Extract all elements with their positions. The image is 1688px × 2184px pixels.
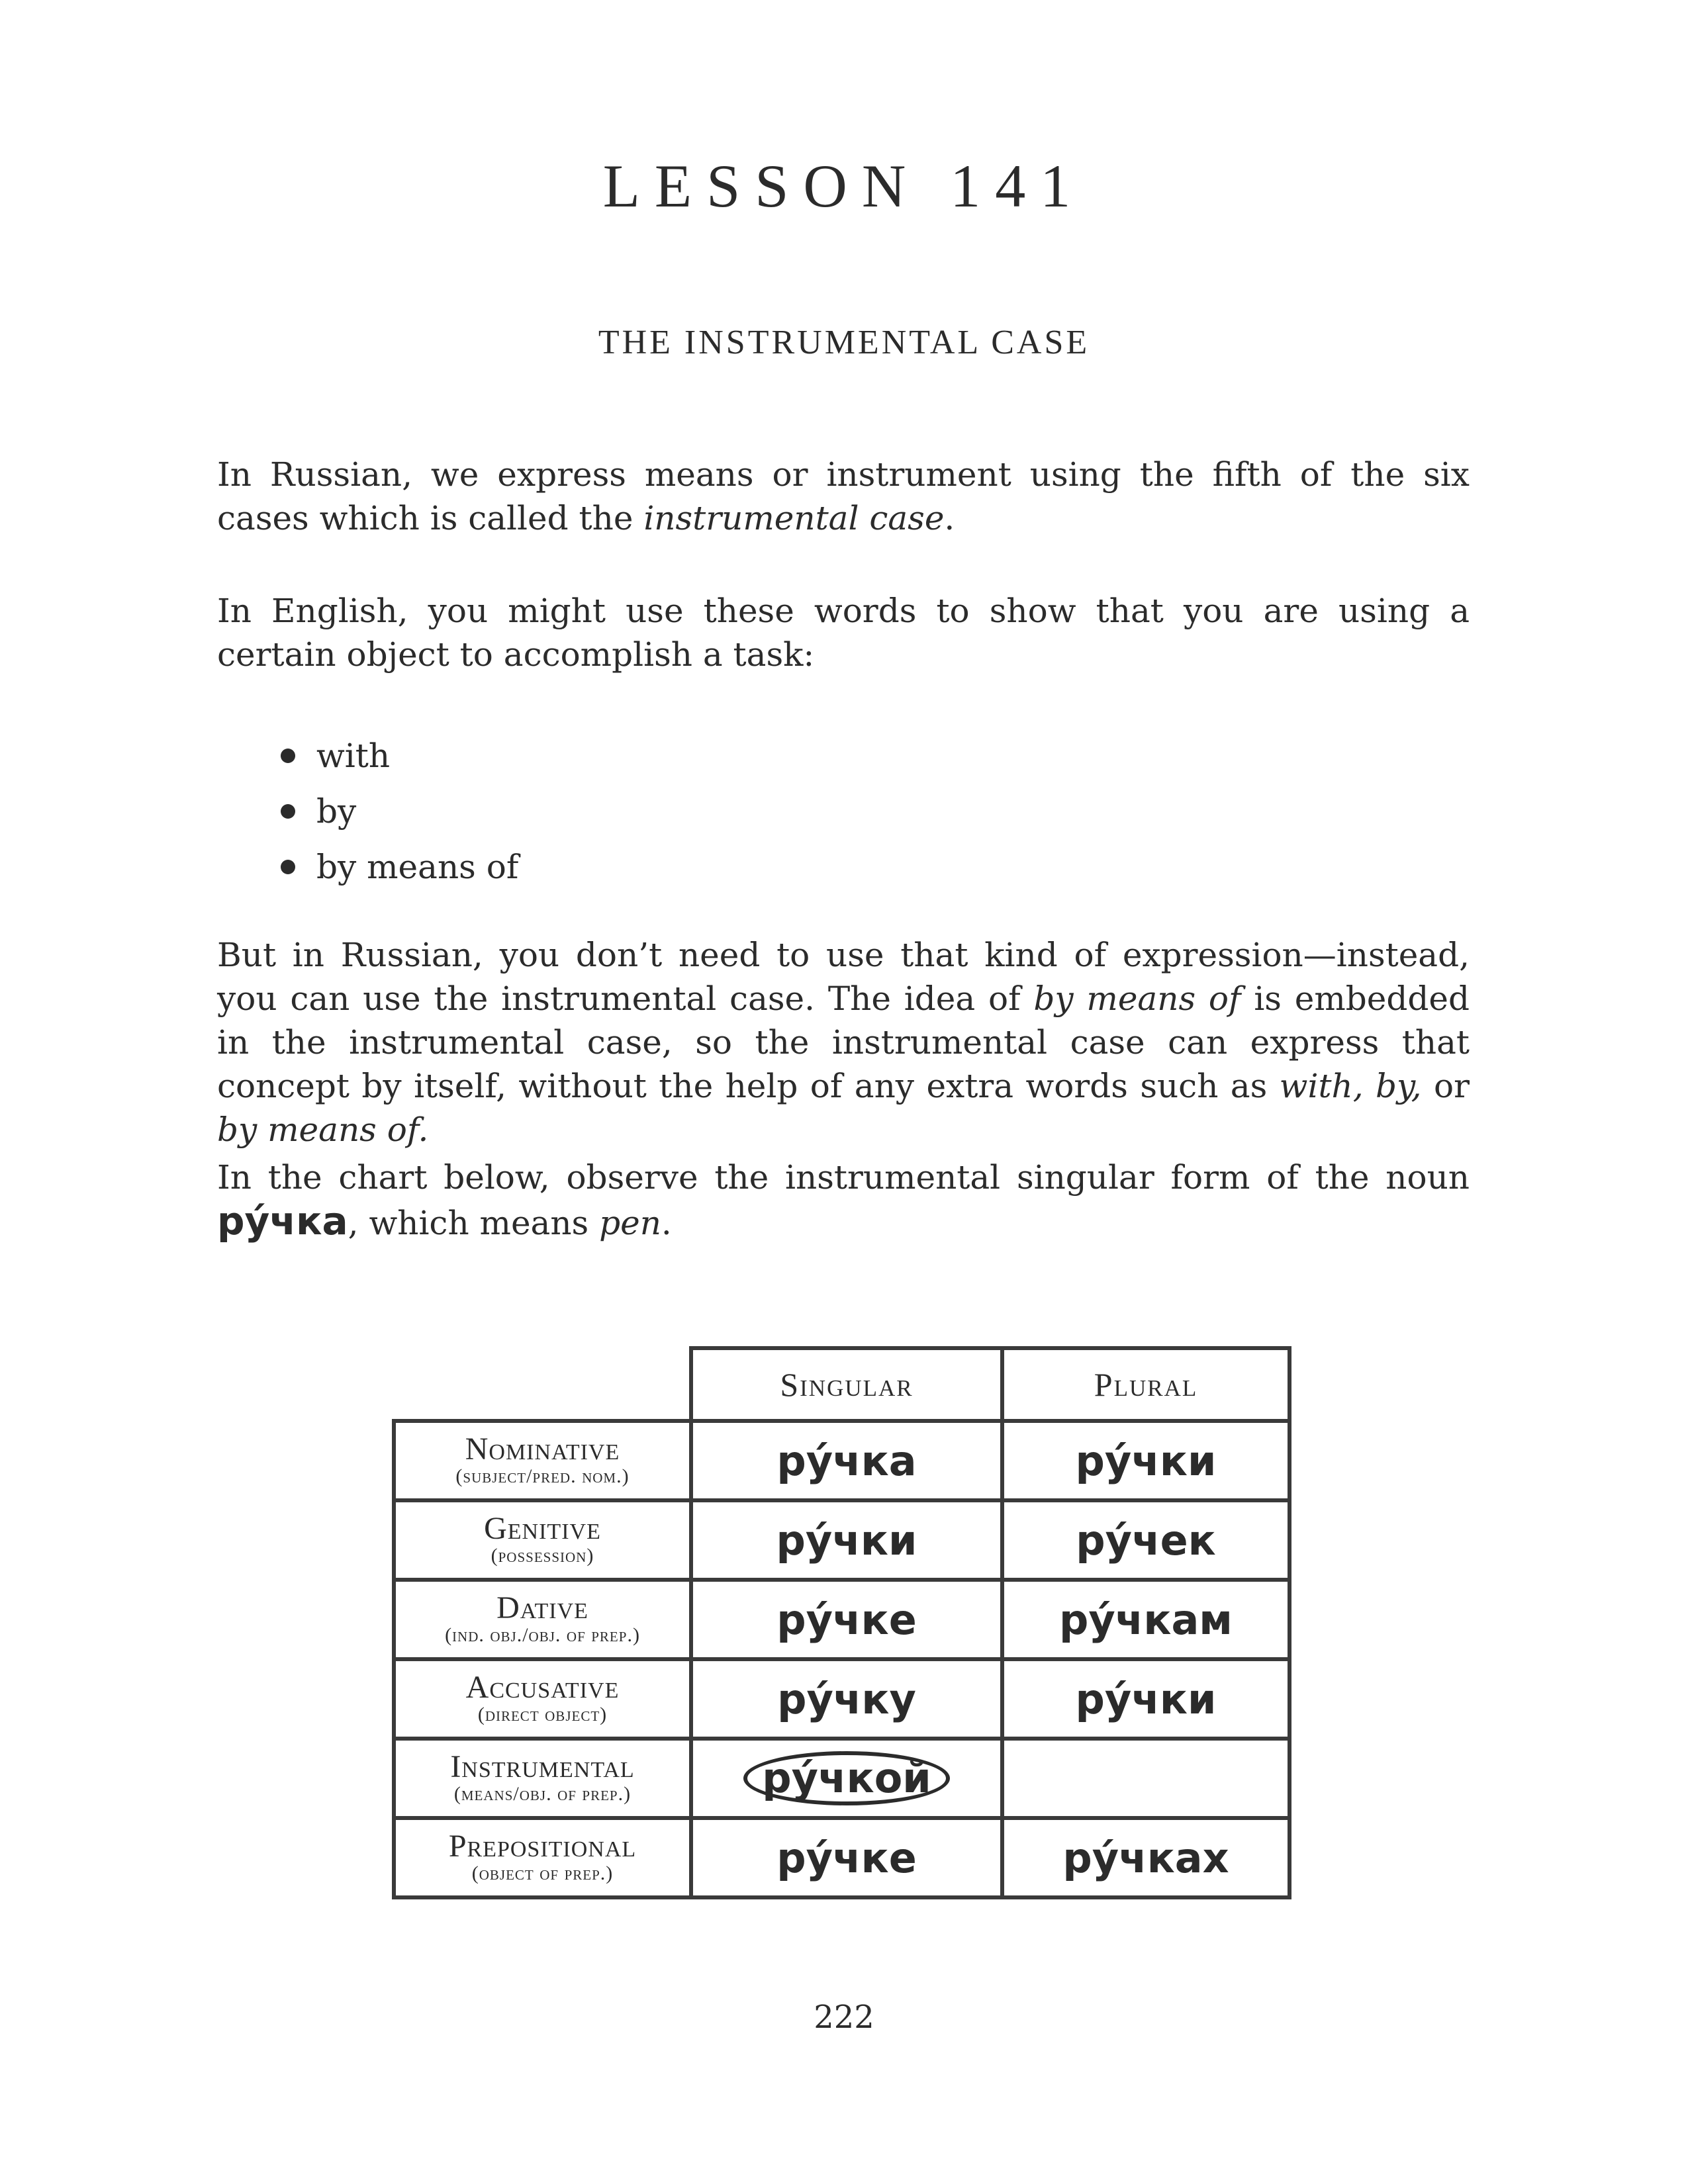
paragraph-chart-text-2: , which means	[348, 1204, 600, 1242]
singular-cell	[691, 1421, 1002, 1500]
singular-form: ру́чки	[776, 1516, 917, 1565]
plural-cell	[1002, 1818, 1289, 1897]
paragraph-russian	[217, 933, 1470, 1152]
table-corner-cell	[394, 1348, 691, 1421]
singular-cell-highlighted	[691, 1739, 1002, 1818]
paragraph-chart-text-1: In the chart below, observe the instrumental singular form of the noun	[217, 1158, 1470, 1197]
table-header-row	[394, 1348, 1289, 1421]
paragraph-english: In English, you might use these words to show that you are using a certain object to accomplish a task:	[217, 592, 1470, 674]
case-name: Dative	[496, 1590, 588, 1625]
table-row	[394, 1421, 1289, 1500]
paragraph-intro	[217, 453, 1470, 540]
plural-cell-empty	[1002, 1739, 1289, 1818]
singular-form: ру́чка	[776, 1436, 917, 1485]
bullet-text: by	[316, 792, 357, 831]
table-row	[394, 1818, 1289, 1897]
case-label-cell	[394, 1500, 691, 1580]
paragraph-russian-text-1: But in Russian, you don’t need to use that kind of expression—instead, you can use the instrumental case. The idea of	[217, 936, 1470, 1018]
singular-form: ру́чку	[777, 1674, 916, 1723]
plural-form: ру́чки	[1075, 1674, 1217, 1723]
plural-form: ру́чкам	[1059, 1595, 1233, 1644]
paragraph-intro-italic: instrumental case	[643, 499, 945, 537]
plural-form: ру́чках	[1062, 1833, 1229, 1882]
bullet-dot-icon	[281, 749, 295, 763]
singular-cell	[691, 1818, 1002, 1897]
case-label-cell	[394, 1659, 691, 1739]
lesson-subtitle: THE INSTRUMENTAL CASE	[598, 324, 1090, 361]
case-use: (means/obj. of prep.)	[453, 1783, 632, 1805]
list-item	[278, 728, 518, 784]
paragraph-russian-text-2: is embedded in the instrumental case, so the instrumental case can express that concept by itself, without the help of any extra words such as	[217, 979, 1470, 1105]
bullet-dot-icon	[281, 804, 295, 819]
case-use: (subject/pred. nom.)	[455, 1465, 630, 1487]
table-row	[394, 1739, 1289, 1818]
case-label-cell	[394, 1818, 691, 1897]
paragraph-chart-text-3: .	[661, 1204, 672, 1242]
case-name: Prepositional	[448, 1829, 637, 1864]
column-header-plural	[1002, 1348, 1289, 1421]
case-label-cell	[394, 1421, 691, 1500]
plural-cell	[1002, 1659, 1289, 1739]
singular-cell	[691, 1659, 1002, 1739]
plural-cell	[1002, 1500, 1289, 1580]
plural-cell	[1002, 1580, 1289, 1659]
plural-form: ру́чки	[1075, 1436, 1217, 1485]
page-number: 222	[814, 1999, 874, 2036]
column-header-singular-label: Singular	[780, 1366, 914, 1403]
lesson-title: LESSON 141	[602, 152, 1086, 220]
singular-cell	[691, 1580, 1002, 1659]
bullet-text: with	[316, 737, 391, 775]
paragraph-chart-intro	[217, 1156, 1470, 1245]
bullet-dot-icon	[281, 860, 295, 874]
circled-singular-form: ру́чкой	[743, 1751, 949, 1805]
column-header-singular	[691, 1348, 1002, 1421]
singular-cell	[691, 1500, 1002, 1580]
paragraph-russian-italic-2: with, by,	[1279, 1067, 1422, 1105]
case-label-cell	[394, 1739, 691, 1818]
paragraph-russian-italic-3: by means of.	[217, 1111, 429, 1149]
case-use: (direct object)	[477, 1704, 608, 1725]
case-use: (object of prep.)	[471, 1862, 614, 1884]
paragraph-russian-italic-1: by means of	[1033, 979, 1241, 1018]
case-use: (possession)	[491, 1545, 594, 1567]
declension-table	[392, 1346, 1291, 1899]
table-row	[394, 1659, 1289, 1739]
list-item	[278, 839, 518, 895]
case-label-cell	[394, 1580, 691, 1659]
case-name: Genitive	[484, 1511, 601, 1546]
paragraph-russian-text-3: or	[1421, 1067, 1470, 1105]
bullet-text: by means of	[316, 848, 519, 886]
case-name: Nominative	[465, 1432, 620, 1467]
paragraph-intro-text: In Russian, we express means or instrument using the fifth of the six cases which is called the	[217, 455, 1470, 537]
paragraph-chart-italic: pen	[599, 1204, 661, 1242]
case-name: Instrumental	[450, 1749, 635, 1784]
bullet-list	[278, 728, 518, 895]
column-header-plural-label: Plural	[1094, 1366, 1198, 1403]
table-row	[394, 1500, 1289, 1580]
noun-pen: ру́чка	[217, 1199, 348, 1244]
table-row	[394, 1580, 1289, 1659]
plural-cell	[1002, 1421, 1289, 1500]
singular-form: ру́чке	[776, 1833, 917, 1882]
paragraph-intro-end: .	[944, 499, 955, 537]
list-item	[278, 784, 518, 839]
singular-form: ру́чке	[776, 1595, 917, 1644]
plural-form: ру́чек	[1076, 1516, 1216, 1565]
case-name: Accusative	[465, 1670, 620, 1705]
case-use: (ind. obj./obj. of prep.)	[445, 1624, 640, 1646]
